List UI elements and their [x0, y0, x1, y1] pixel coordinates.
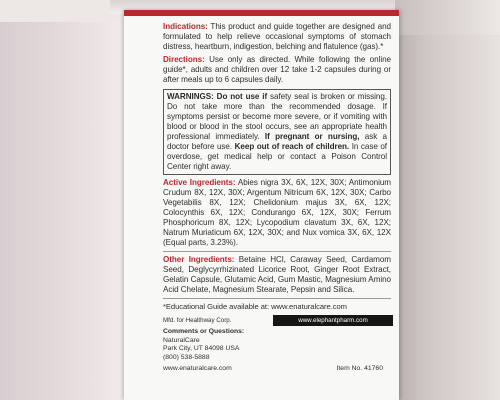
indications-body: This product and guide together are designed and formulated to help relieve occasional symptoms of stomach distress, heartburn, indigestion, belching and flatulence (gas).*: [163, 22, 391, 51]
warnings-pregnant: If pregnant or nursing,: [259, 132, 360, 141]
warnings-body-3: In case of overdose, get medical help or contact a Poison Control Center right away.: [167, 142, 388, 171]
indications-text: [163, 22, 391, 52]
url-bar: www.elephantpharm.com: [273, 315, 393, 326]
guide-note: *Educational Guide available at: www.enaturalcare.com: [163, 302, 347, 311]
label-content: [163, 22, 391, 375]
company-phone: (800) 538-5888: [163, 353, 210, 361]
footer: [163, 365, 391, 375]
warnings-heading: WARNINGS:: [167, 92, 214, 101]
active-ingredients-heading: Active Ingredients:: [163, 178, 236, 187]
directions-body: Use only as directed. While following the online guide*, adults and children over 12 take 1-2 capsules during or after meals up to 6 capsules daily.: [163, 55, 391, 84]
company-city: Park City, UT 84098 USA: [163, 345, 240, 352]
other-ingredients-body: Betaine HCl, Caraway Seed, Cardamom Seed, Deglycyrrhizinated Licorice Root, Ginger Root Extract, Gelatin Capsule, Glutamic Acid, Gum Mastic, Magnesium Amino Acid Chelate, Magnesium Stearate, Pepsin and Silica.: [163, 255, 391, 294]
manufacturer-text: Mfd. for Healthway Corp.: [163, 317, 232, 324]
comments-heading: Comments or Questions:: [163, 328, 245, 335]
warnings-box: [163, 89, 391, 175]
footer-item-number: Item No. 41760: [336, 365, 383, 372]
warnings-text: [167, 92, 387, 172]
other-ingredients-heading: Other Ingredients:: [163, 255, 235, 264]
divider: [163, 298, 391, 299]
active-ingredients-body: Abies nigra 3X, 6X, 12X, 30X; Antimonium Crudum 8X, 12X, 30X; Argentum Nitricum 6X, 12X, 30X; Carbo Vegetabilis 8X, 12X; Chelidonium majus 3X, 6X, 12X; Colocynthis 6X, 12X; Condurango 6X, 12X, 30X; Ferrum Phosphoricum 8X, 12X; Lycopodium clavatum 3X, 6X, 12X; Natrum Muriaticum 6X, 12X, 30X; and Nux vomica 3X, 6X, 12X (Equal parts, 3.23%).: [163, 178, 391, 247]
indications-heading: Indications:: [163, 22, 208, 31]
footer-website: www.enaturalcare.com: [163, 365, 232, 372]
label-red-band: [124, 10, 399, 16]
box-right-side: [395, 0, 500, 400]
other-ingredients-text: [163, 255, 391, 295]
box-left-top: [0, 0, 128, 22]
divider: [163, 251, 391, 252]
warnings-body-1: safety seal is broken or missing. Do not take more than the recommended dosage. If symptoms persist or become more severe, or if vomiting with blood or blood in the stool occurs, see an appropriate health professional immediately.: [167, 92, 387, 141]
directions-text: [163, 55, 391, 85]
warnings-lead: Do not use if: [213, 92, 268, 101]
warnings-reach: Keep out of reach of children.: [232, 142, 350, 151]
active-ingredients-text: [163, 178, 391, 248]
box-right-top: [395, 0, 500, 35]
directions-heading: Directions:: [163, 55, 205, 64]
warnings-body-2: ask a doctor before use.: [167, 132, 388, 151]
company-name: NaturalCare: [163, 336, 200, 344]
box-left-side: [0, 0, 128, 400]
manufacturer-line: [163, 315, 391, 326]
